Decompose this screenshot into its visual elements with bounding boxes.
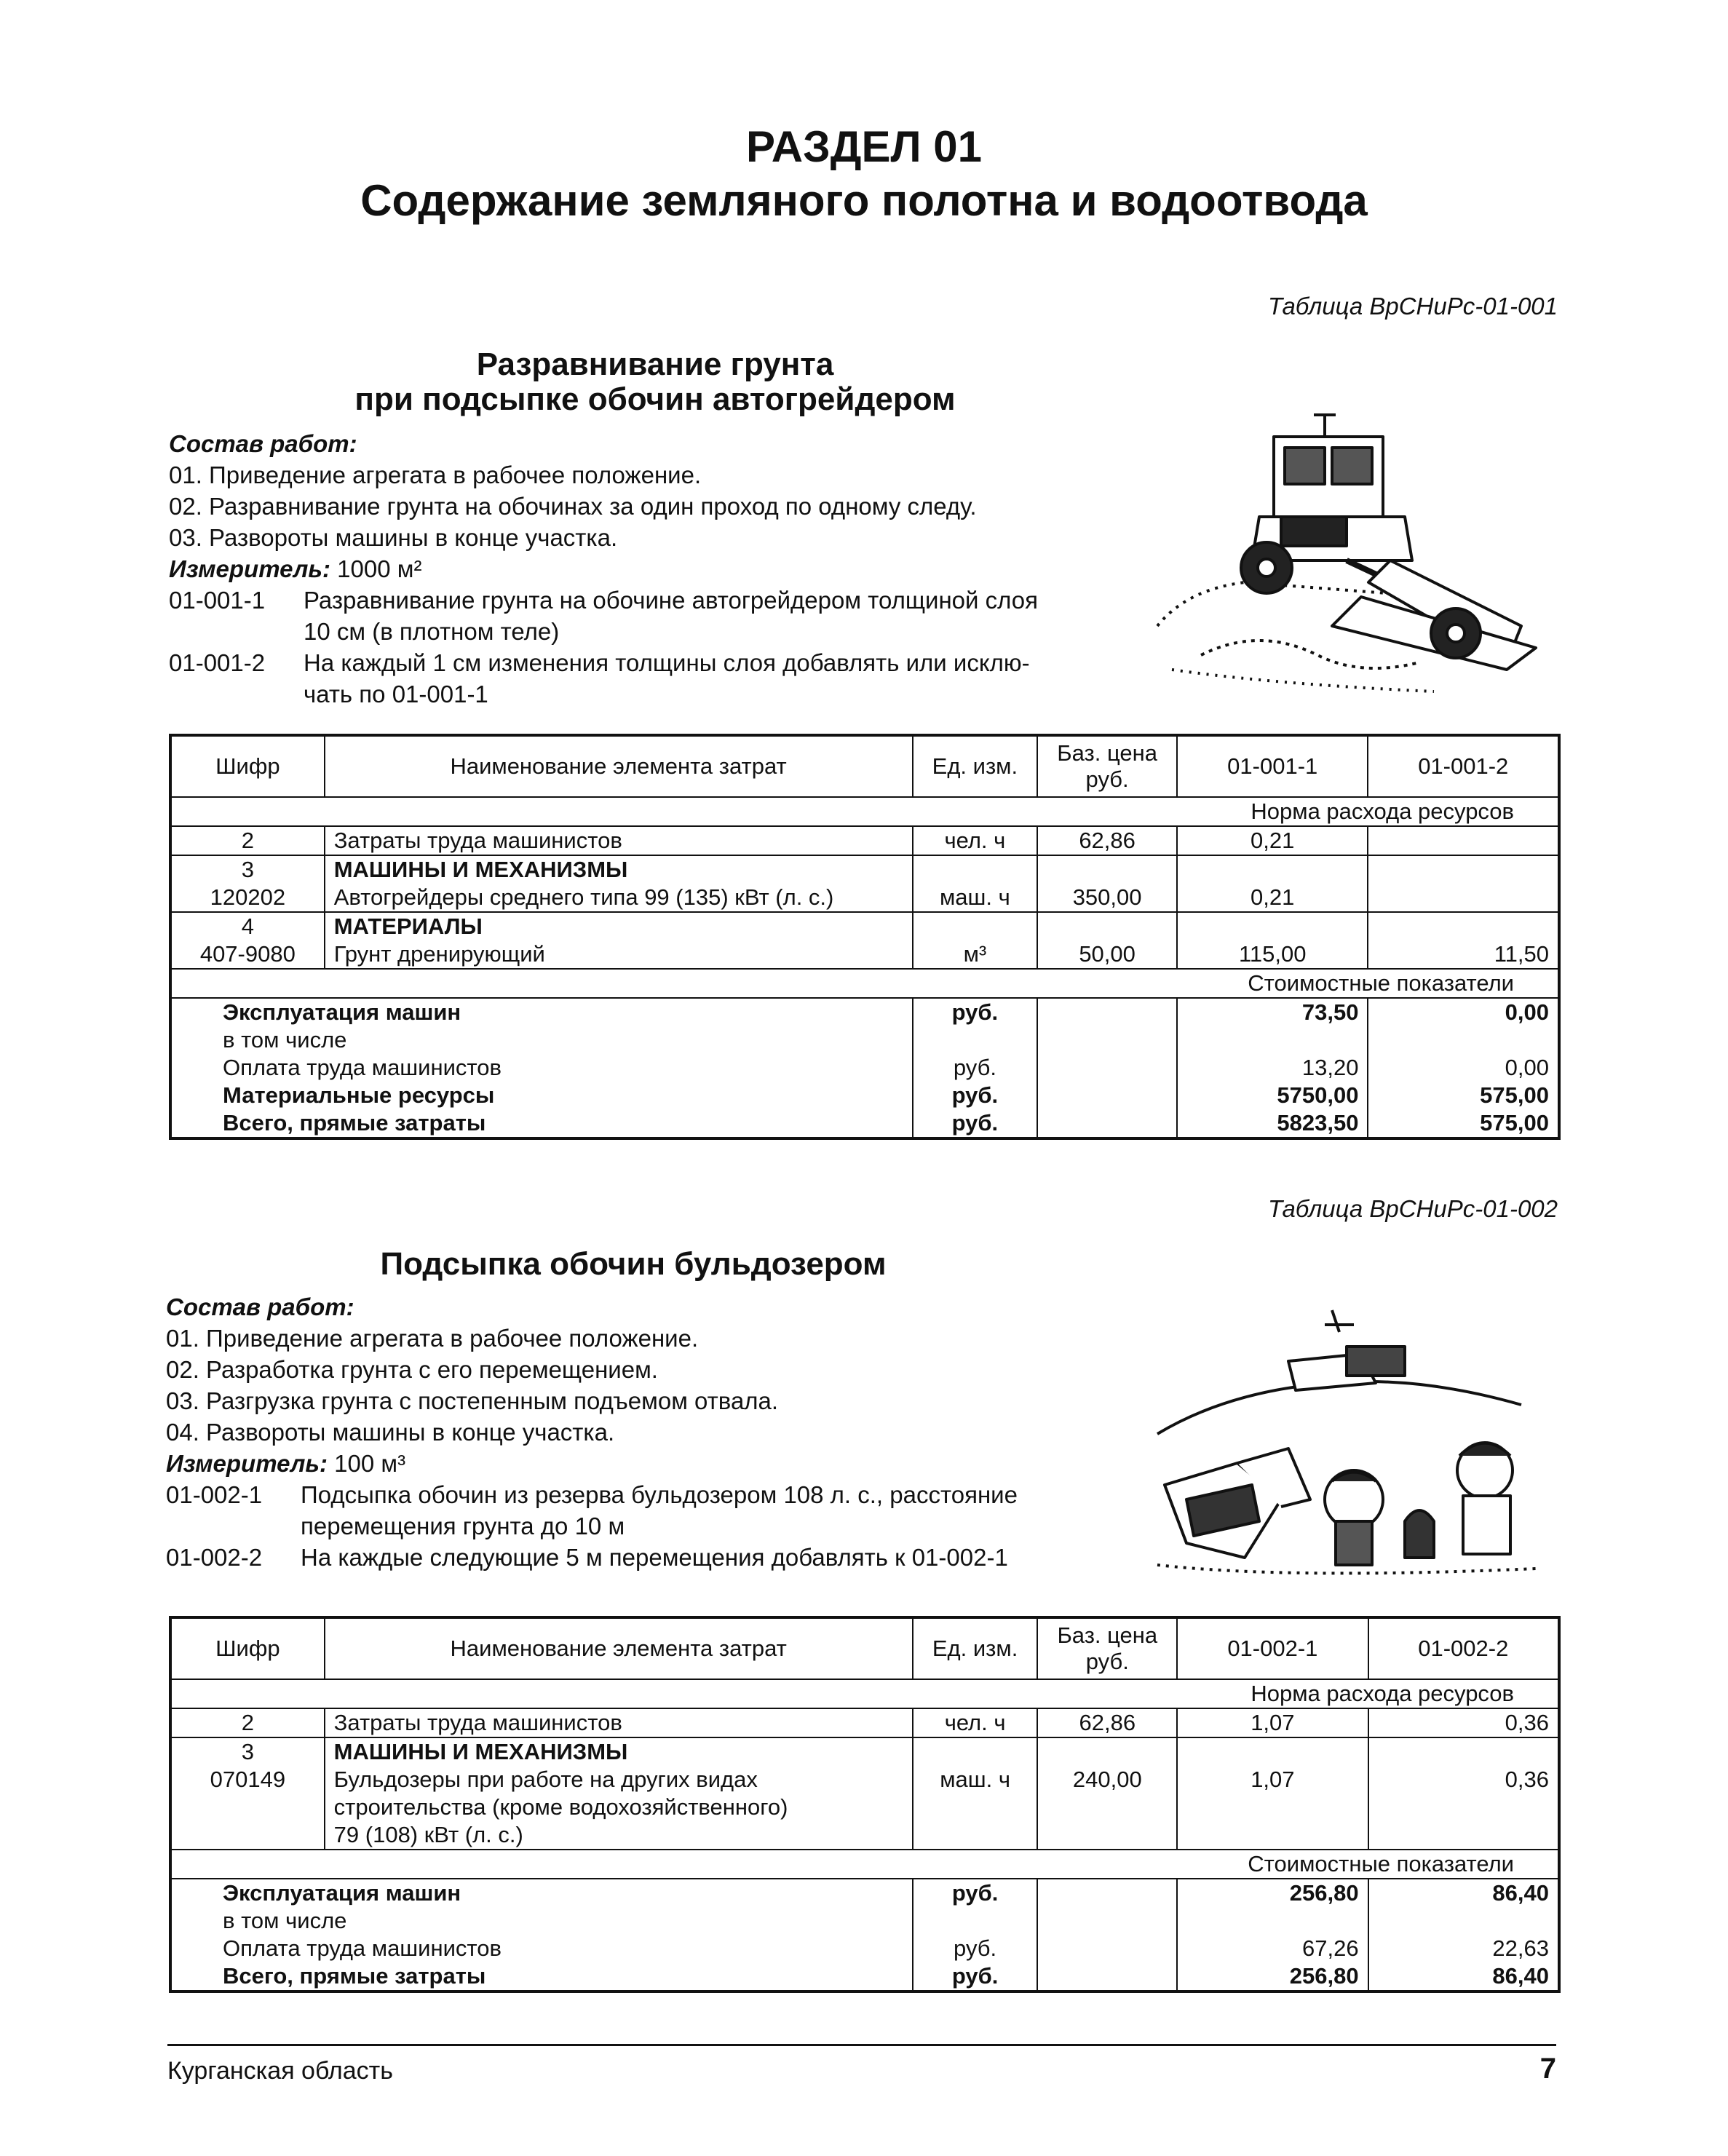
work-item: 02. Разравнивание грунта на обочинах за один проход по одному следу. — [169, 493, 977, 520]
cell-code: 2 — [170, 1708, 325, 1737]
item-text: На каждый 1 см изменения толщины слоя добавлять или исклю- — [304, 649, 1030, 676]
cost-row — [170, 1907, 1559, 1935]
norm-label: Норма расхода ресурсов — [170, 797, 1559, 826]
table2-title: Подсыпка обочин бульдозером — [380, 1246, 887, 1282]
cost-unit: руб. — [913, 1082, 1038, 1109]
cost-row — [170, 1962, 1559, 1991]
cost-name: Всего, прямые затраты — [170, 1109, 913, 1138]
header-col2: 01-002-2 — [1368, 1617, 1559, 1679]
works-label: Состав работ: — [166, 1293, 354, 1320]
cost-row — [170, 1026, 1559, 1054]
table1-cost-table — [169, 734, 1561, 1140]
page-number: 7 — [1539, 2053, 1556, 2085]
header-col1: 01-002-1 — [1177, 1617, 1368, 1679]
works-label: Состав работ: — [169, 430, 357, 457]
cell-v2: 11,50 — [1368, 940, 1559, 969]
item-text: Подсыпка обочин из резерва бульдозером 108 л. с., расстояние — [301, 1481, 1018, 1508]
work-item: 03. Разгрузка грунта с постепенным подъемом отвала. — [166, 1387, 779, 1414]
header-code: Шифр — [170, 1617, 325, 1679]
cell-price: 62,86 — [1037, 1708, 1177, 1737]
cost-row — [170, 1879, 1559, 1907]
cost-unit: руб. — [913, 1879, 1038, 1907]
cell-price: 62,86 — [1037, 826, 1177, 855]
cost-v2: 22,63 — [1368, 1935, 1559, 1962]
table-row — [170, 855, 1559, 884]
item-text: На каждые следующие 5 м перемещения добавлять к 01-002-1 — [301, 1544, 1008, 1571]
header-unit: Ед. изм. — [913, 1617, 1038, 1679]
cost-v2: 0,00 — [1368, 998, 1559, 1026]
cost-row — [170, 1082, 1559, 1109]
bulldozer-illustration — [1143, 1281, 1550, 1587]
cell-unit: чел. ч — [913, 826, 1038, 855]
work-item: 01. Приведение агрегата в рабочее положение. — [169, 461, 702, 488]
table2-cost-table — [169, 1616, 1561, 1993]
meter-value: 100 м³ — [334, 1450, 406, 1477]
cell-v1: 0,21 — [1177, 826, 1368, 855]
header-price: Баз. цена руб. — [1037, 735, 1177, 797]
table-row — [170, 884, 1559, 912]
work-item: 03. Развороты машины в конце участка. — [169, 524, 618, 551]
work-item: 01. Приведение агрегата в рабочее положение. — [166, 1325, 699, 1352]
table-row — [170, 1737, 1559, 1766]
cost-v2: 575,00 — [1368, 1082, 1559, 1109]
cell-unit: маш. ч — [913, 1766, 1038, 1850]
header-price: Баз. цена руб. — [1037, 1617, 1177, 1679]
table-row — [170, 940, 1559, 969]
cell-price: 240,00 — [1037, 1766, 1177, 1850]
cell-v1: 1,07 — [1177, 1766, 1368, 1850]
cost-label: Стоимостные показатели — [170, 969, 1559, 998]
grader-illustration — [1128, 408, 1565, 706]
cell-v2 — [1368, 884, 1559, 912]
item-code: 01-002-2 — [166, 1544, 263, 1571]
table1-description — [169, 428, 1038, 710]
cell-v2 — [1368, 826, 1559, 855]
meter-value: 1000 м² — [337, 555, 422, 582]
cost-v1: 5823,50 — [1177, 1109, 1368, 1138]
norm-label: Норма расхода ресурсов — [170, 1679, 1559, 1708]
cost-row — [170, 1109, 1559, 1138]
cell-name-line: 79 (108) кВт (л. с.) — [333, 1822, 523, 1847]
cell-name: Автогрейдеры среднего типа 99 (135) кВт (л. с.) — [325, 884, 913, 912]
item-code: 01-001-1 — [169, 587, 266, 614]
cost-unit: руб. — [913, 1109, 1038, 1138]
table2-description — [166, 1291, 1018, 1573]
cost-unit: руб. — [913, 1935, 1038, 1962]
cost-v1: 256,80 — [1177, 1879, 1368, 1907]
cell-v1: 0,21 — [1177, 884, 1368, 912]
cell-price: 50,00 — [1037, 940, 1177, 969]
cell-name-line: Бульдозеры при работе на других видах — [333, 1767, 758, 1792]
item-text: перемещения грунта до 10 м — [301, 1513, 625, 1539]
cost-row — [170, 998, 1559, 1026]
work-item: 04. Развороты машины в конце участка. — [166, 1419, 615, 1446]
cell-name: МАШИНЫ И МЕХАНИЗМЫ — [325, 855, 913, 884]
footer-divider — [167, 2044, 1556, 2046]
cell-name: Затраты труда машинистов — [325, 1708, 913, 1737]
cost-v1: 256,80 — [1177, 1962, 1368, 1991]
cost-v1: 67,26 — [1177, 1935, 1368, 1962]
header-name: Наименование элемента затрат — [325, 735, 913, 797]
cost-unit: руб. — [913, 1054, 1038, 1082]
cost-v2: 0,00 — [1368, 1054, 1559, 1082]
cost-v1: 73,50 — [1177, 998, 1368, 1026]
cost-name: Оплата труда машинистов — [170, 1054, 913, 1082]
header-col2: 01-001-2 — [1368, 735, 1559, 797]
cell-v1: 1,07 — [1177, 1708, 1368, 1737]
table-row — [170, 1708, 1559, 1737]
section-title: РАЗДЕЛ 01 — [746, 122, 982, 171]
cost-v2: 575,00 — [1368, 1109, 1559, 1138]
cell-code: 120202 — [170, 884, 325, 912]
cost-name: Материальные ресурсы — [170, 1082, 913, 1109]
cell-code: 3 — [170, 1737, 325, 1766]
cost-v2: 86,40 — [1368, 1879, 1559, 1907]
table1-number: Таблица ВрСНиРс-01-001 — [1268, 293, 1558, 320]
table1-title-line1: Разравнивание грунта — [476, 346, 834, 382]
header-name: Наименование элемента затрат — [325, 1617, 913, 1679]
cell-unit: чел. ч — [913, 1708, 1038, 1737]
cost-row — [170, 1054, 1559, 1082]
cell-code: 070149 — [170, 1766, 325, 1850]
cell-v1: 115,00 — [1177, 940, 1368, 969]
cost-unit: руб. — [913, 1962, 1038, 1991]
cell-name: МАТЕРИАЛЫ — [325, 912, 913, 940]
cell-code: 4 — [170, 912, 325, 940]
cost-name: в том числе — [170, 1026, 913, 1054]
cell-price: 350,00 — [1037, 884, 1177, 912]
cell-unit: м³ — [913, 940, 1038, 969]
cell-name-line: строительства (кроме водохозяйственного) — [333, 1794, 788, 1820]
table1-title-line2: при подсыпке обочин автогрейдером — [354, 381, 956, 417]
cost-unit: руб. — [913, 998, 1038, 1026]
cell-code: 407-9080 — [170, 940, 325, 969]
cost-name: Оплата труда машинистов — [170, 1935, 913, 1962]
cost-v1: 5750,00 — [1177, 1082, 1368, 1109]
header-unit: Ед. изм. — [913, 735, 1038, 797]
cell-code: 2 — [170, 826, 325, 855]
meter-label: Измеритель: — [169, 555, 330, 582]
item-code: 01-002-1 — [166, 1481, 263, 1508]
cell-name: МАШИНЫ И МЕХАНИЗМЫ — [325, 1737, 913, 1766]
cost-name: Всего, прямые затраты — [170, 1962, 913, 1991]
cell-name — [325, 1766, 913, 1850]
table-row — [170, 1766, 1559, 1850]
header-col1: 01-001-1 — [1177, 735, 1368, 797]
footer-region: Курганская область — [167, 2057, 393, 2085]
cost-v1: 13,20 — [1177, 1054, 1368, 1082]
table-row — [170, 912, 1559, 940]
cost-name: Эксплуатация машин — [170, 998, 913, 1026]
cost-label: Стоимостные показатели — [170, 1850, 1559, 1879]
cost-name: в том числе — [170, 1907, 913, 1935]
cell-name: Грунт дренирующий — [325, 940, 913, 969]
header-code: Шифр — [170, 735, 325, 797]
cell-v2: 0,36 — [1368, 1766, 1559, 1850]
cell-name: Затраты труда машинистов — [325, 826, 913, 855]
item-text: Разравнивание грунта на обочине автогрейдером толщиной слоя — [304, 587, 1038, 614]
cost-v2: 86,40 — [1368, 1962, 1559, 1991]
item-text: 10 см (в плотном теле) — [304, 618, 560, 645]
item-code: 01-001-2 — [169, 649, 266, 676]
table-row — [170, 826, 1559, 855]
work-item: 02. Разработка грунта с его перемещением. — [166, 1356, 658, 1383]
cell-unit: маш. ч — [913, 884, 1038, 912]
cost-name: Эксплуатация машин — [170, 1879, 913, 1907]
cell-v2: 0,36 — [1368, 1708, 1559, 1737]
section-subtitle: Содержание земляного полотна и водоотвода — [360, 176, 1368, 225]
cost-row — [170, 1935, 1559, 1962]
cell-code: 3 — [170, 855, 325, 884]
item-text: чать по 01-001-1 — [304, 681, 488, 708]
meter-label: Измеритель: — [166, 1450, 328, 1477]
table2-number: Таблица ВрСНиРс-01-002 — [1268, 1195, 1558, 1222]
